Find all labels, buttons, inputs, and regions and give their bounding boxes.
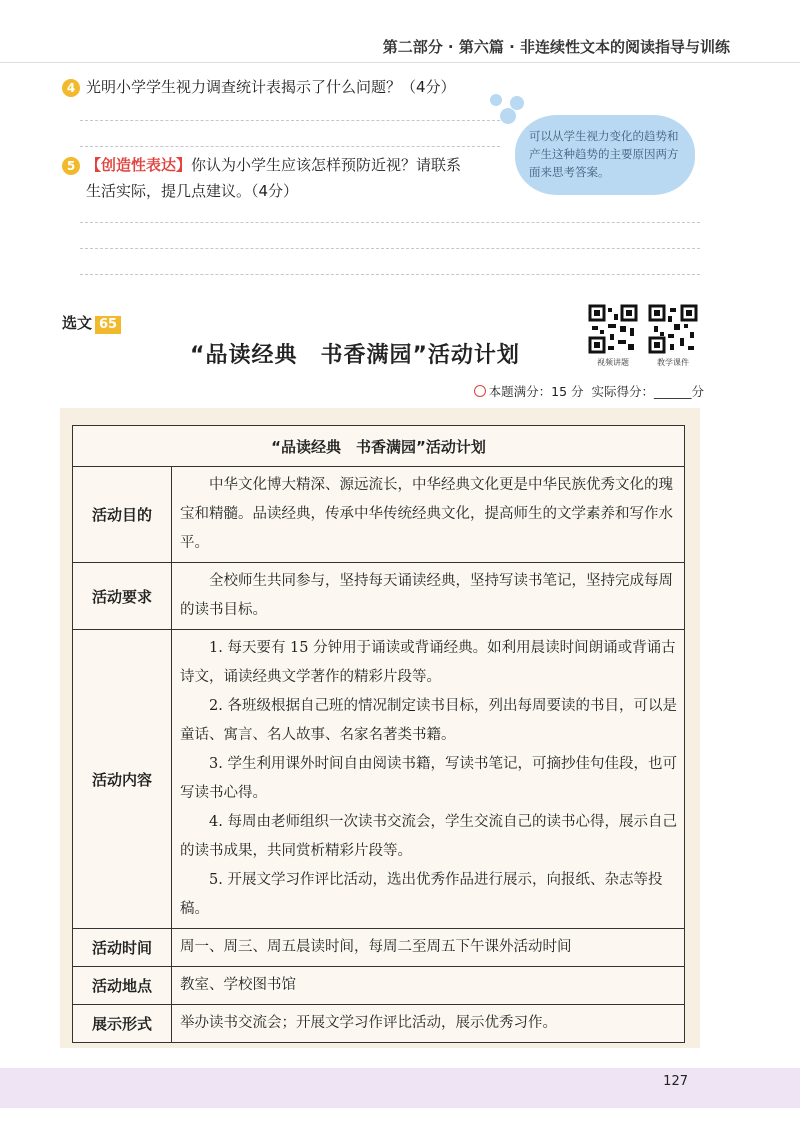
paragraph: 举办读书交流会；开展文学习作评比活动，展示优秀习作。 <box>180 1015 557 1031</box>
table-row <box>73 467 685 563</box>
section-tag <box>62 312 121 334</box>
row-content <box>172 630 685 929</box>
qr-code-icon[interactable] <box>588 304 638 354</box>
table-row <box>73 929 685 967</box>
section-number: 65 <box>95 316 121 334</box>
page-title: “品读经典 书香满园”活动计划 <box>190 343 520 368</box>
running-head: 第二部分 · 第六篇 · 非连续性文本的阅读指导与训练 <box>382 38 730 56</box>
paragraph: 全校师生共同参与，坚持每天诵读经典，坚持写读书笔记，坚持完成每周的读书目标。 <box>180 573 673 618</box>
table-row <box>73 1005 685 1043</box>
qr-code-icon[interactable] <box>648 304 698 354</box>
activity-plan-table <box>72 425 685 1043</box>
bubble-dot <box>490 94 502 106</box>
paragraph: 3. 学生利用课外时间自由阅读书籍，写读书笔记，可摘抄佳句佳段，也可写读书心得。 <box>180 756 677 801</box>
row-label: 活动时间 <box>73 929 172 967</box>
row-label: 活动目的 <box>73 467 172 563</box>
paragraph: 1. 每天要有 15 分钟用于诵读或背诵经典。如利用晨读时间朗诵或背诵古诗文，诵读经典文学著作的精彩片段等。 <box>180 640 676 685</box>
hint-text: 可以从学生视力变化的趋势和产生这种趋势的主要原因两方面来思考答案。 <box>529 129 679 179</box>
answer-line[interactable] <box>80 146 500 147</box>
creative-expression-tag: 【创造性表达】 <box>86 156 192 174</box>
question-number-badge: 5 <box>62 157 80 175</box>
table-row <box>73 967 685 1005</box>
section-label: 选文 <box>62 314 93 332</box>
row-label: 活动内容 <box>73 630 172 929</box>
table-title: “品读经典 书香满园”活动计划 <box>73 426 685 467</box>
question-number-badge: 4 <box>62 79 80 97</box>
row-content <box>172 967 685 1005</box>
paragraph: 教室、学校图书馆 <box>180 977 296 993</box>
qr-label: 视频讲题 <box>597 358 629 367</box>
question-5 <box>62 152 502 204</box>
row-label: 活动地点 <box>73 967 172 1005</box>
clock-icon <box>474 385 486 397</box>
score-line <box>474 382 704 400</box>
answer-line[interactable] <box>80 274 700 275</box>
question-4 <box>62 74 456 100</box>
question-text: 光明小学学生视力调查统计表揭示了什么问题？（4分） <box>86 78 456 96</box>
table-row <box>73 563 685 630</box>
table-row <box>73 630 685 929</box>
header-divider <box>0 62 800 63</box>
paragraph: 4. 每周由老师组织一次读书交流会，学生交流自己的读书心得，展示自己的读书成果，共同赏析精彩片段等。 <box>180 814 677 859</box>
full-score: 本题满分：15 分 <box>488 384 584 399</box>
bubble-dot <box>510 96 524 110</box>
row-content <box>172 563 685 630</box>
page-number: 127 <box>663 1074 688 1089</box>
bubble-dot <box>500 108 516 124</box>
row-content <box>172 467 685 563</box>
row-content <box>172 1005 685 1043</box>
table-header-row <box>73 426 685 467</box>
question-text-cont: 生活实际，提几点建议。（4分） <box>86 182 299 200</box>
paragraph: 2. 各班级根据自己班的情况制定读书目标，列出每周要读的书目，可以是童话、寓言、名人故事、名家名著类书籍。 <box>180 698 677 743</box>
hint-bubble <box>515 115 695 195</box>
paragraph: 周一、周三、周五晨读时间，每周二至周五下午课外活动时间 <box>180 939 572 955</box>
actual-score: 实际得分：______分 <box>591 384 704 399</box>
row-label: 展示形式 <box>73 1005 172 1043</box>
row-label: 活动要求 <box>73 563 172 630</box>
answer-line[interactable] <box>80 248 700 249</box>
answer-line[interactable] <box>80 120 500 121</box>
paragraph: 中华文化博大精深、源远流长，中华经典文化更是中华民族优秀文化的瑰宝和精髓。品读经典，传承中华传统经典文化，提高师生的文学素养和写作水平。 <box>180 477 673 551</box>
qr-label: 教学课件 <box>657 358 689 367</box>
answer-line[interactable] <box>80 222 700 223</box>
row-content <box>172 929 685 967</box>
paragraph: 5. 开展文学习作评比活动，选出优秀作品进行展示，向报纸、杂志等投稿。 <box>180 872 663 917</box>
question-text: 你认为小学生应该怎样预防近视？请联系 <box>191 156 462 174</box>
